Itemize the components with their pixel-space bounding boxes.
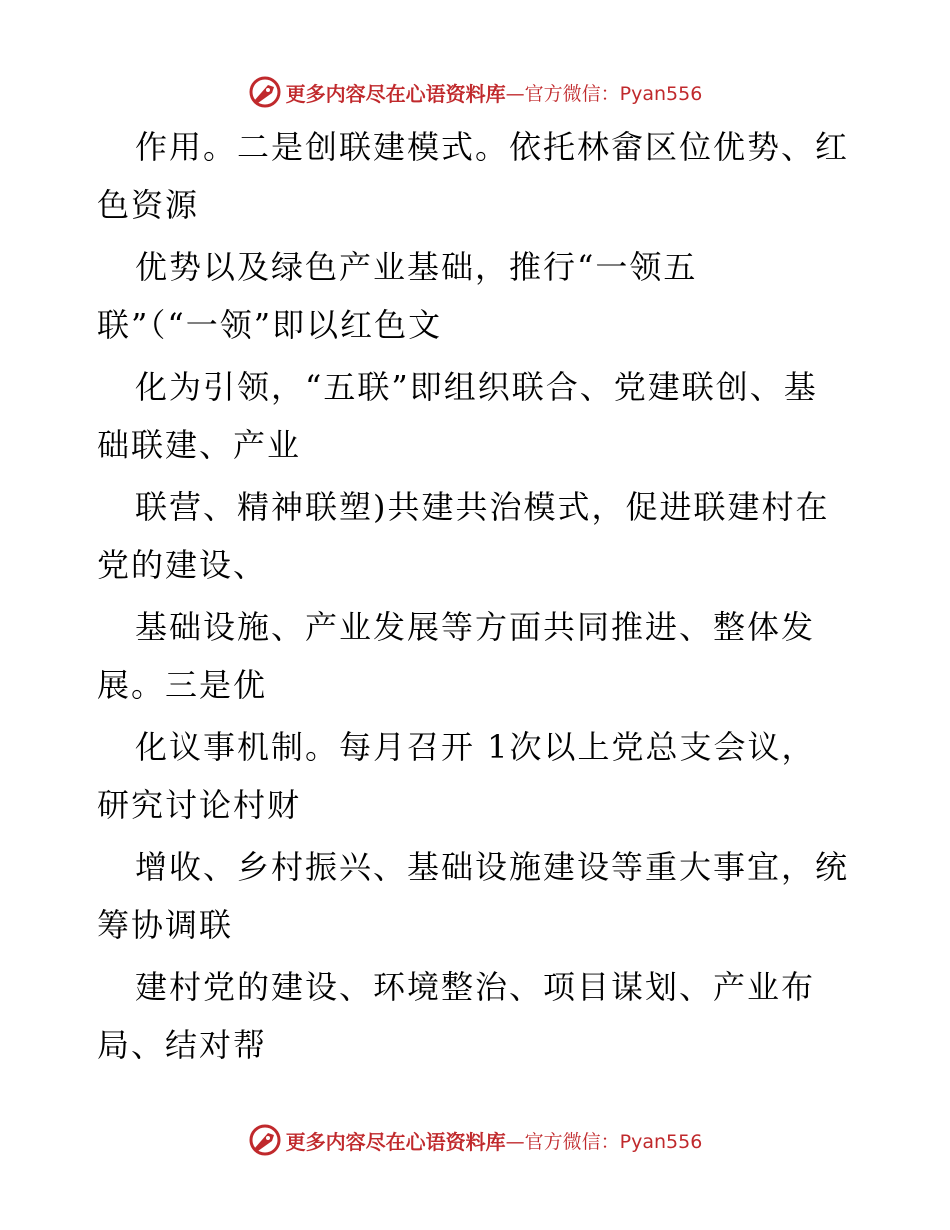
paragraph: [0, 718, 950, 834]
paragraph-line: 化为引领，“五联”即组织联合、党建联创、基: [135, 368, 818, 406]
header-banner: [0, 72, 950, 112]
paragraph-line: 础联建、产业: [97, 426, 302, 464]
paragraph-line: 筹协调联: [97, 906, 234, 944]
footer-wechat-text: —官方微信：Pyan556: [505, 1130, 703, 1153]
paragraph: [0, 478, 950, 594]
paragraph: [0, 958, 950, 1074]
paragraph: [0, 118, 950, 234]
footer-brand-text: 更多内容尽在心语资料库: [285, 1129, 506, 1154]
paragraph-line: 作用。二是创联建模式。依托林畲区位优势、红: [135, 128, 850, 166]
paragraph-line: 展。三是优: [97, 666, 268, 704]
paragraph: [0, 358, 950, 474]
paragraph-line: 联营、精神联塑)共建共治模式，促进联建村在: [135, 488, 830, 526]
paragraph-line: 建村党的建设、环境整治、项目谋划、产业布: [135, 968, 816, 1006]
paragraph-line: 增收、乡村振兴、基础设施建设等重大事宜，统: [135, 848, 850, 886]
paragraph-line: 研究讨论村财: [97, 786, 302, 824]
header-wechat-text: —官方微信：Pyan556: [505, 82, 703, 105]
paragraph: [0, 238, 950, 354]
paragraph-line: 党的建设、: [97, 546, 268, 584]
paragraph-line: 化议事机制。每月召开 1次以上党总支会议，: [135, 728, 816, 766]
paragraph: [0, 838, 950, 954]
footer-banner: [0, 1120, 950, 1160]
document-body: [0, 118, 950, 1078]
paragraph-line: 优势以及绿色产业基础，推行“一领五: [135, 248, 698, 286]
paragraph-line: 基础设施、产业发展等方面共同推进、整体发: [135, 608, 816, 646]
pen-nib-logo-icon: [248, 75, 282, 109]
paragraph-line: 色资源: [97, 186, 200, 224]
paragraph-line: 联”（“一领”即以红色文: [97, 306, 443, 344]
pen-nib-logo-icon: [248, 1123, 282, 1157]
paragraph-line: 局、结对帮: [97, 1026, 268, 1064]
header-brand-text: 更多内容尽在心语资料库: [285, 81, 506, 106]
paragraph: [0, 598, 950, 714]
